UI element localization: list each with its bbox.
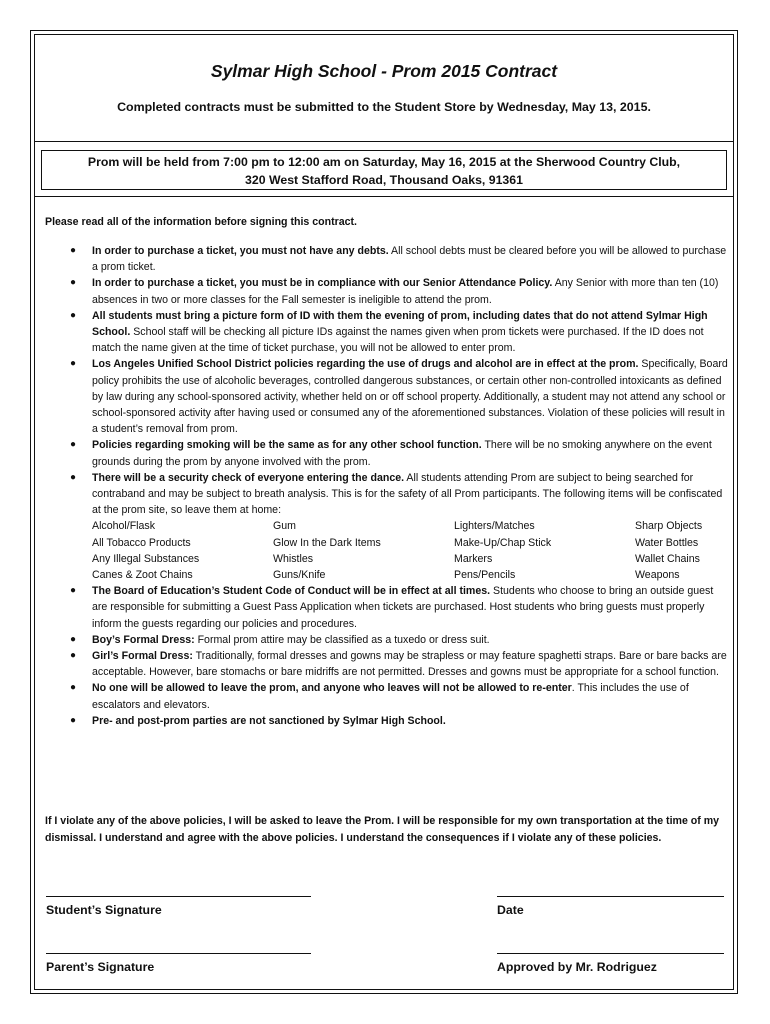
page-title: Sylmar High School - Prom 2015 Contract xyxy=(210,61,558,81)
confiscated-item: Water Bottles xyxy=(635,536,699,549)
confiscated-item: Pens/Pencils xyxy=(454,569,516,582)
bullet-icon: ● xyxy=(70,650,77,662)
confiscated-item: Make-Up/Chap Stick xyxy=(454,536,552,549)
rule-item: ● Los Angeles Unified School District policies regarding the use of drugs and alcohol are in effect at the prom. Specifically, Board policy prohibits the use of alcoholic beverages, controlled dangerous substances, or certain other non-controlled intoxicants as defined by law during any school-sponsored activity, whether held on or off school property. Additionally, a student may not attend any school or school-sponsored activity after having used or consumed any of the aforementioned substances. Violation of these policies will result in a student’s removal from prom. xyxy=(70,358,728,436)
parent-signature-line[interactable] xyxy=(46,953,311,954)
bullet-icon: ● xyxy=(70,633,77,645)
rule-item: ● Boy’s Formal Dress: Formal prom attire may be classified as a tuxedo or dress suit. xyxy=(45,632,730,648)
submission-deadline: Completed contracts must be submitted to the Student Store by Wednesday, May 13, 2015. xyxy=(117,100,651,114)
confiscated-item: All Tobacco Products xyxy=(92,536,191,549)
bullet-icon: ● xyxy=(70,585,77,597)
parent-signature-label: Parent’s Signature xyxy=(46,960,155,974)
date-label: Date xyxy=(497,903,524,917)
confiscated-item: Alcohol/Flask xyxy=(92,520,155,533)
confiscated-item: Weapons xyxy=(635,569,680,582)
bullet-icon: ● xyxy=(70,309,77,321)
confiscated-item: Markers xyxy=(454,552,493,565)
rule-item: ● Policies regarding smoking will be the same as for any other school function. There will be no smoking anywhere on the event grounds during the prom by anyone involved with the prom. xyxy=(70,439,712,468)
section-divider xyxy=(35,196,733,197)
rule-item: ● All students must bring a picture form of ID with them the evening of prom, including dates that do not attend Sylmar High School. School staff will be checking all picture IDs against the names given when prom tickets were purchased. If the ID does not match the name given at the time of ticket purchase, you will not be allowed to enter prom. xyxy=(70,309,708,355)
student-signature-line[interactable] xyxy=(46,896,311,897)
rule-item: ● Girl’s Formal Dress: Traditionally, formal dresses and gowns may be strapless or may feature spaghetti straps. Bare or bare backs are acceptable. However, bare stomachs or bare midriffs are not permitted. Dresses and gowns must be appropriate for a school function. xyxy=(70,650,727,679)
confiscated-item: Any Illegal Substances xyxy=(92,552,200,565)
rules-list xyxy=(45,243,730,729)
confiscated-item: Gum xyxy=(273,520,296,533)
confiscated-item: Sharp Objects xyxy=(635,520,703,533)
student-signature-label: Student’s Signature xyxy=(46,903,162,917)
rule-item: ● The Board of Education’s Student Code of Conduct will be in effect at all times. Students who choose to bring an outside guest are responsible for submitting a Guest Pass Application when tickets are purchased. Host students who bring guests must properly inform the guests regarding our policies and procedures. xyxy=(70,585,714,630)
venue-box xyxy=(41,150,727,190)
rule-item: ● In order to purchase a ticket, you must not have any debts. All school debts must be cleared before you will be allowed to purchase a prom ticket. xyxy=(70,245,727,274)
approval-signature-line[interactable] xyxy=(497,953,724,954)
intro-text: Please read all of the information before signing this contract. xyxy=(45,216,357,228)
venue-line-2: 320 West Stafford Road, Thousand Oaks, 91361 xyxy=(245,172,523,187)
confiscated-items-table xyxy=(92,518,730,583)
confiscated-item: Lighters/Matches xyxy=(454,520,535,533)
bullet-icon: ● xyxy=(70,358,77,370)
agreement-statement: If I violate any of the above policies, I will be asked to leave the Prom. I will be responsible for my own transportation at the time of my dismissal. I understand and agree with the above policies. I understand the consequences if I violate any of these policies. xyxy=(45,815,720,844)
venue-line-1: Prom will be held from 7:00 pm to 12:00 am on Saturday, May 16, 2015 at the Sherwood Country Club, xyxy=(87,155,681,169)
bullet-icon: ● xyxy=(70,682,77,694)
rule-item: ● No one will be allowed to leave the prom, and anyone who leaves will not be allowed to re-enter. This includes the use of escalators and elevators. xyxy=(70,682,689,711)
rule-item: ● There will be a security check of everyone entering the dance. All students attending Prom are subject to being searched for contraband and may be subject to breath analysis. This is for the safety of all Prom participants. The following items will be confiscated at the prom site, so leave them at home: Alcohol/Flask Gum Lighters/Matches Sharp Objects All Tobacco Products Glow In the Dark Items Make-Up/Chap Stick Water Bottles Any Illegal Substances Whistles Markers Wallet Chains Canes & Zoot Chains Guns/Knife Pens/Pencils Weapons xyxy=(45,470,730,583)
bullet-icon: ● xyxy=(70,471,77,483)
bullet-icon: ● xyxy=(70,439,77,451)
date-line[interactable] xyxy=(497,896,724,897)
confiscated-item: Glow In the Dark Items xyxy=(273,536,381,549)
section-divider xyxy=(35,141,733,142)
contract-page xyxy=(34,34,734,990)
approval-label: Approved by Mr. Rodriguez xyxy=(497,960,657,974)
confiscated-item: Canes & Zoot Chains xyxy=(92,569,193,582)
bullet-icon: ● xyxy=(70,245,77,256)
bullet-icon: ● xyxy=(70,714,77,726)
contract-outer-border xyxy=(30,30,738,994)
confiscated-item: Guns/Knife xyxy=(273,569,326,582)
confiscated-item: Wallet Chains xyxy=(635,552,700,565)
confiscated-item: Whistles xyxy=(273,552,314,565)
rule-item: ● In order to purchase a ticket, you must be in compliance with our Senior Attendance Policy. Any Senior with more than ten (10) absences in two or more classes for the Fall semester is ineligible to attend the prom. xyxy=(70,277,719,306)
rule-item: ● Pre- and post-prom parties are not sanctioned by Sylmar High School. xyxy=(45,713,730,729)
bullet-icon: ● xyxy=(70,277,77,289)
